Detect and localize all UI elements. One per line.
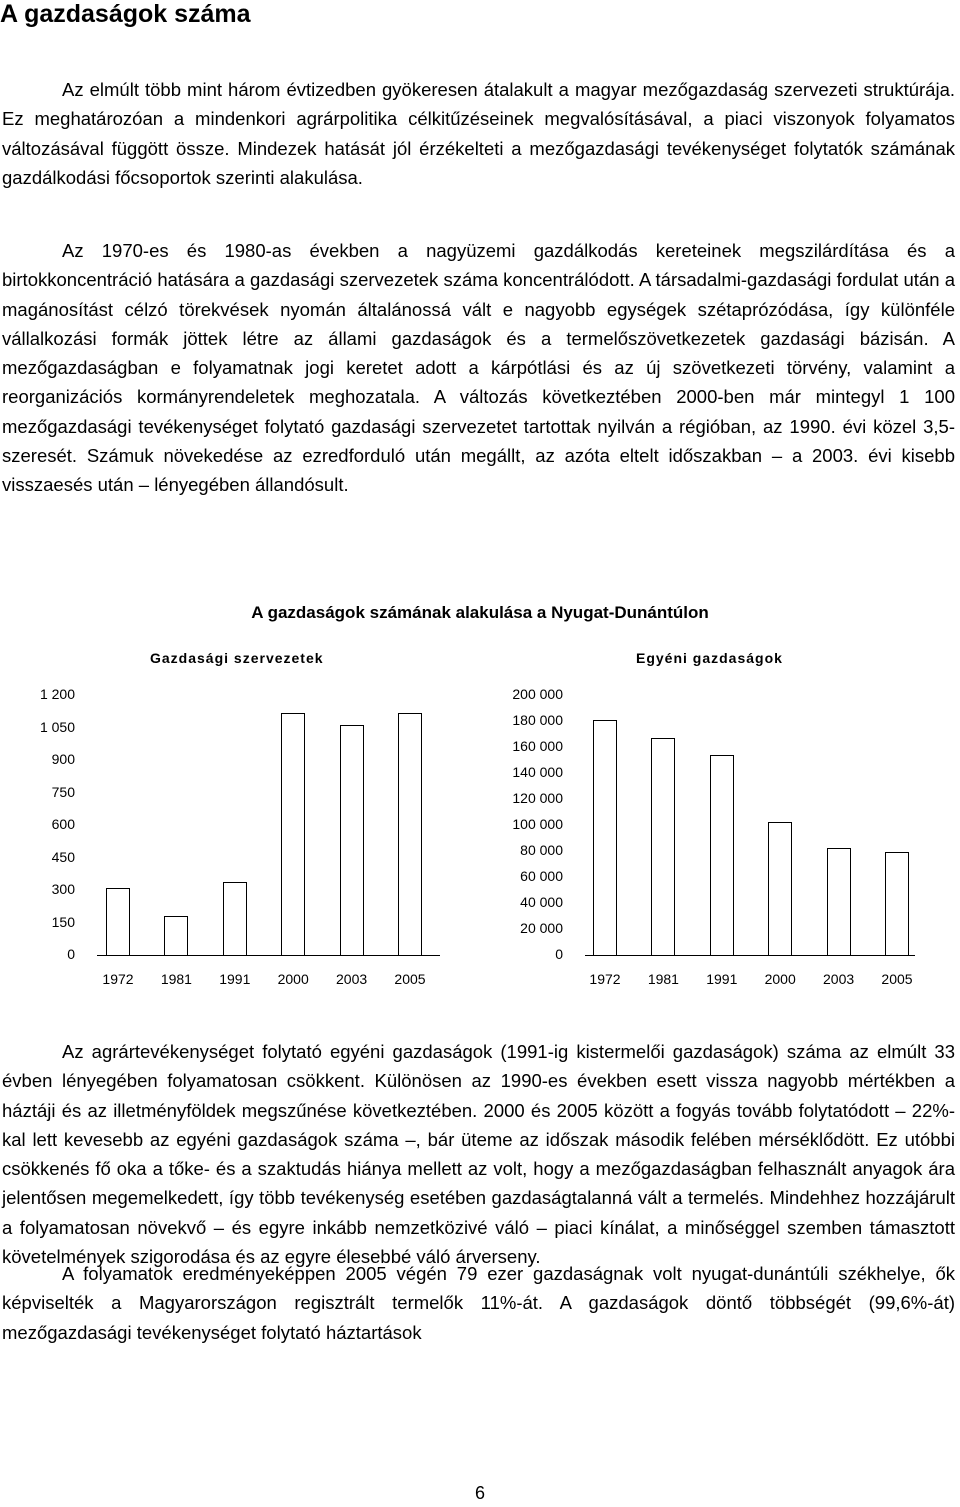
paragraph-organizations: Az 1970-es és 1980-as években a nagyüzemi gazdálkodás kereteinek megszilárdítása és a birtokkoncentráció hatására a gazdasági szervezetek száma koncentrálódott. A társadalmi-gazdasági fordulat után a magánosítást célzó törekvések nyomán általánossá vált e nagyobb egységek szétaprózódása, így különféle vállalkozási formák jöttek létre az állami gazdaságok és a termelőszövetkezetek gazdasági bázisán. A mezőgazdaságban e folyamatnak jogi keretet adott a kárpótlási és az új szövetkezeti törvény, valamint a reorganizációs kormányrendeletek meghozatala. A változás következtében 2000-ben már mintegyl 1 100 mezőgazdasági tevékenységet folytató gazdasági szervezetet tartottak nyilván a régióban, az 1990. évi közel 3,5-szeresét. Számuk növekedése az ezredforduló után megállt, az azóta eltelt időszakban – a 2003. évi kisebb visszaesés után – lényegében állandósult.: [2, 240, 955, 496]
chart-left-xtick-label: 1991: [219, 971, 251, 987]
chart-right-bar: [827, 848, 851, 956]
chart-left-xtick-label: 2003: [336, 971, 368, 987]
chart-left-ytick-label: 1 200: [39, 686, 75, 702]
chart-left-ytick-label: 300: [51, 881, 75, 897]
chart-right-ytick-label: 140 000: [512, 764, 563, 780]
paragraph-results: A folyamatok eredményeképpen 2005 végén 79 ezer gazdaságnak volt nyugat-dunántúli székhelye, ők képviselték a Magyarországon regisztrált termelők 11%-át. A gazdaságok döntő többségét (99,6%-át) mezőgazdasági tevékenységet folytató háztartások: [2, 1263, 955, 1343]
chart-left-ytick-label: 600: [51, 816, 75, 832]
chart-left-bar: [106, 888, 130, 956]
chart-right-ytick-label: 180 000: [512, 712, 563, 728]
chart-right-ytick-label: 160 000: [512, 738, 563, 754]
chart-right-ytick-label: 200 000: [512, 686, 563, 702]
chart-left-bar: [281, 713, 305, 956]
chart-left-bar: [340, 725, 364, 956]
chart-right-xtick-label: 2000: [764, 971, 796, 987]
chart-left-bar: [398, 713, 422, 956]
chart-right-xtick-label: 1991: [706, 971, 738, 987]
chart-left-xtick-label: 1972: [102, 971, 134, 987]
chart-left-ytick-label: 900: [51, 751, 75, 767]
chart-right-bar: [710, 755, 734, 956]
chart-left-xtick-label: 2005: [394, 971, 426, 987]
paragraph-individual-farms: Az agrártevékenységet folytató egyéni gazdaságok (1991-ig kistermelői gazdaságok) száma az elmúlt 33 évben lényegében folyamatosan csökkent. Különösen az 1990-es években esett vissza nagyobb mértékben a háztáji és az illetményföldek megszűnése következtében. 2000 és 2005 között a fogyás tovább folytatódott – 22%-kal lett kevesebb az egyéni gazdaságok száma –, bár üteme az időszak második felében mérséklődött. Ez utóbbi csökkenés fő oka a tőke- és a szaktudás hiánya mellett az volt, hogy a mezőgazdaságban felhasznált anyagok ára jelentősen megemelkedett, így több tevékenység esetében gazdaságtalanná vált a termelés. Mindehhez hozzájárult a folyamatosan növekvő – és egyre inkább nemzetközivé váló – piaci kínálat, a minőséggel szemben támasztott követelmények szigorodása és az egyre élesebbé váló árverseny.: [2, 1041, 955, 1268]
chart-right-xtick-label: 2003: [823, 971, 855, 987]
chart-left-ytick-label: 150: [51, 913, 75, 930]
chart-right-ytick-label: 80 000: [520, 842, 563, 858]
chart-right-ytick-label: 60 000: [520, 868, 563, 884]
chart-right-subtitle: Egyéni gazdaságok: [636, 650, 783, 666]
paragraph-intro: Az elmúlt több mint három évtizedben gyökeresen átalakult a magyar mezőgazdaság szervezeti struktúrája. Ez meghatározóan a mindenkori agrárpolitika célkitűzéseinek megvalósításával, a piaci viszonyok folyamatos változásával függött össze. Mindezek hatását jól érzékelteti a mezőgazdasági tevékenységet folytatók számának gazdálkodási főcsoportok szerinti alakulása.: [2, 79, 955, 188]
chart-left-ytick-label: 1 050: [39, 718, 75, 735]
chart-left-xtick-label: 1981: [160, 971, 192, 987]
chart-right-ytick-label: 100 000: [512, 816, 563, 832]
chart-right-xtick-label: 1972: [589, 971, 621, 987]
chart-right-ytick-label: 0: [555, 946, 563, 962]
chart-left-ytick-label: 0: [67, 946, 75, 962]
chart-left-ytick-label: 750: [51, 783, 75, 800]
chart-right-ytick-label: 40 000: [520, 894, 563, 910]
chart-right-x-axis: [585, 955, 915, 956]
chart-right-xtick-label: 2005: [881, 971, 913, 987]
chart-right-ytick-label: 20 000: [520, 920, 563, 936]
chart-title: A gazdaságok számának alakulása a Nyugat-Dunántúlon: [251, 603, 709, 622]
page-number: 6: [474, 1483, 485, 1503]
chart-left-ytick-label: 450: [51, 848, 75, 865]
chart-left-x-axis: [97, 955, 440, 956]
chart-right-bar: [651, 738, 675, 956]
chart-right-ytick-label: 120 000: [512, 790, 563, 806]
chart-right-bar: [593, 720, 617, 956]
page-heading: A gazdaságok száma: [0, 0, 251, 28]
chart-left-bar: [164, 916, 188, 956]
chart-left-xtick-label: 2000: [277, 971, 309, 987]
chart-right-bar: [768, 822, 792, 956]
chart-right-xtick-label: 1981: [647, 971, 679, 987]
chart-left-subtitle: Gazdasági szervezetek: [150, 650, 324, 666]
chart-right-bar: [885, 852, 909, 956]
chart-left-bar: [223, 882, 247, 956]
